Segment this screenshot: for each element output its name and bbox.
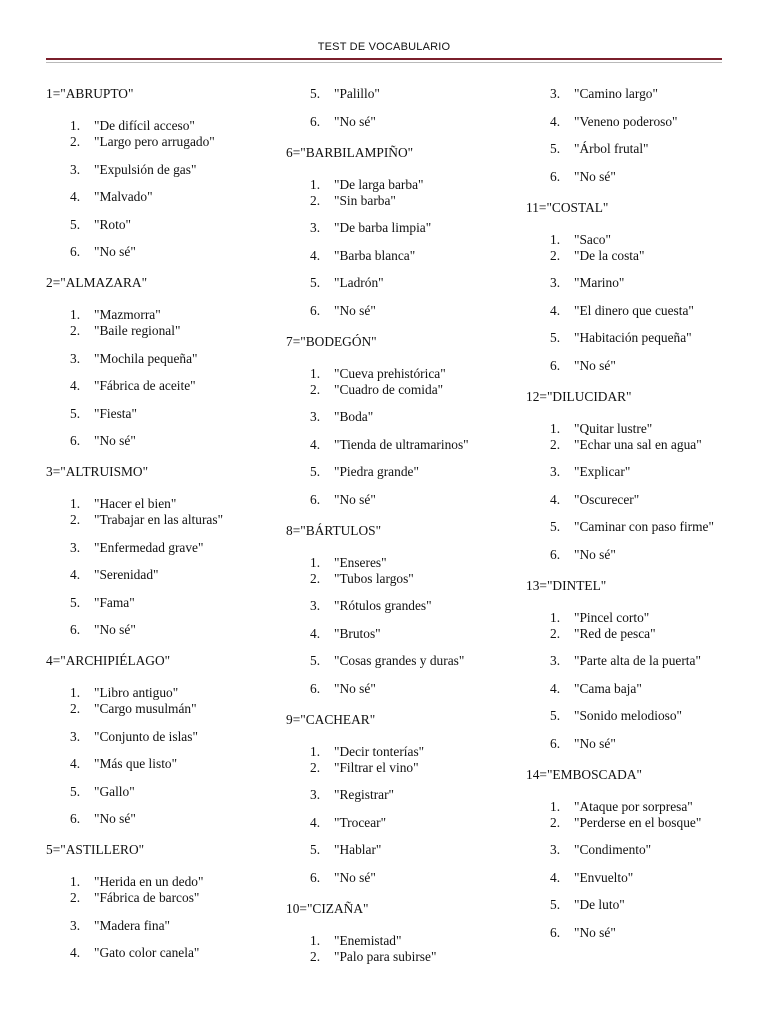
answer-option bbox=[550, 653, 762, 669]
option-number: 5. bbox=[70, 405, 81, 421]
answer-option bbox=[70, 433, 282, 449]
page-title: TEST DE VOCABULARIO bbox=[317, 41, 451, 53]
question-title: 8="BÁRTULOS" bbox=[286, 522, 382, 538]
answer-option bbox=[550, 925, 762, 941]
option-number: 1. bbox=[70, 307, 81, 322]
answer-option bbox=[310, 303, 522, 319]
answer-option bbox=[310, 492, 522, 508]
option-text: "Baile regional" bbox=[94, 323, 181, 338]
option-number: 3. bbox=[550, 842, 561, 857]
option-number: 4. bbox=[550, 302, 561, 318]
option-text: "Mochila pequeña" bbox=[94, 350, 198, 366]
answer-option bbox=[550, 870, 762, 886]
option-text: "Brutos" bbox=[334, 625, 381, 641]
option-text: "Madera fina" bbox=[94, 917, 170, 933]
option-text: "Echar una sal en agua" bbox=[574, 436, 702, 452]
option-text: "Cueva prehistórica" bbox=[334, 365, 446, 381]
header-rule-light bbox=[46, 62, 722, 63]
answer-option bbox=[550, 610, 762, 626]
question-columns bbox=[0, 86, 768, 1024]
option-text: "Quitar lustre" bbox=[574, 420, 653, 436]
option-number: 2. bbox=[310, 381, 321, 397]
option-text: "Perderse en el bosque" bbox=[574, 814, 702, 830]
option-number: 1. bbox=[70, 685, 81, 700]
option-text: "No sé" bbox=[94, 811, 136, 826]
option-number: 1. bbox=[550, 420, 561, 436]
option-text: "Gato color canela" bbox=[94, 945, 200, 960]
answer-option bbox=[550, 141, 762, 157]
option-number: 2. bbox=[70, 890, 81, 905]
answer-option bbox=[70, 784, 282, 800]
option-text: "Decir tonterías" bbox=[334, 743, 425, 759]
option-text: "No sé" bbox=[94, 244, 136, 259]
option-text: "Tubos largos" bbox=[334, 570, 414, 586]
option-text: "Piedra grande" bbox=[334, 464, 419, 479]
option-number: 4. bbox=[310, 625, 321, 641]
option-text: "Enemistad" bbox=[334, 932, 402, 948]
answer-option bbox=[310, 653, 522, 669]
option-text: "No sé" bbox=[574, 735, 616, 751]
option-number: 5. bbox=[550, 519, 561, 534]
question-title: 4="ARCHIPIÉLAGO" bbox=[46, 653, 171, 668]
option-text: "Tienda de ultramarinos" bbox=[334, 436, 469, 452]
answer-option bbox=[550, 114, 762, 130]
answer-option bbox=[70, 512, 282, 528]
option-number: 2. bbox=[70, 323, 81, 338]
option-number: 4. bbox=[550, 491, 561, 507]
answer-option bbox=[70, 134, 282, 150]
option-text: "De la costa" bbox=[574, 247, 645, 263]
option-text: "Roto" bbox=[94, 216, 131, 232]
answer-option bbox=[310, 949, 522, 965]
answer-option bbox=[70, 351, 282, 367]
answer-option bbox=[70, 118, 282, 134]
answer-option bbox=[310, 409, 522, 425]
column-2 bbox=[286, 86, 522, 980]
option-number: 2. bbox=[310, 192, 321, 208]
option-number: 6. bbox=[310, 680, 321, 696]
answer-option bbox=[310, 366, 522, 382]
column-1 bbox=[46, 86, 282, 976]
option-text: "No sé" bbox=[334, 869, 376, 885]
option-number: 1. bbox=[70, 118, 81, 133]
option-text: "Malvado" bbox=[94, 189, 153, 204]
option-text: "Más que listo" bbox=[94, 756, 178, 771]
option-number: 3. bbox=[70, 539, 81, 555]
option-number: 4. bbox=[70, 378, 81, 393]
option-text: "Cargo musulmán" bbox=[94, 701, 197, 716]
option-text: "Palo para subirse" bbox=[334, 948, 437, 964]
option-text: "Libro antiguo" bbox=[94, 685, 179, 700]
answer-option bbox=[310, 870, 522, 886]
option-text: "Habitación pequeña" bbox=[574, 330, 692, 345]
option-number: 5. bbox=[70, 783, 81, 799]
option-number: 6. bbox=[550, 357, 561, 373]
option-text: "Ataque por sorpresa" bbox=[574, 798, 693, 814]
answer-option bbox=[70, 622, 282, 638]
answer-option bbox=[310, 177, 522, 193]
option-number: 4. bbox=[310, 814, 321, 830]
header-rule-dark bbox=[46, 58, 722, 60]
option-number: 6. bbox=[70, 244, 81, 259]
option-number: 5. bbox=[550, 708, 561, 723]
question-title: 6="BARBILAMPIÑO" bbox=[286, 144, 414, 160]
answer-option bbox=[310, 626, 522, 642]
answer-option bbox=[70, 189, 282, 205]
column-3 bbox=[526, 86, 762, 956]
option-text: "Marino" bbox=[574, 275, 625, 290]
answer-option bbox=[70, 323, 282, 339]
option-text: "No sé" bbox=[334, 680, 376, 696]
option-number: 6. bbox=[70, 433, 81, 448]
answer-option bbox=[310, 86, 522, 102]
option-text: "Ladrón" bbox=[334, 275, 384, 290]
option-text: "Envuelto" bbox=[574, 869, 634, 885]
answer-option bbox=[70, 406, 282, 422]
answer-option bbox=[550, 358, 762, 374]
option-text: "No sé" bbox=[334, 113, 376, 129]
option-number: 2. bbox=[310, 948, 321, 964]
option-number: 3. bbox=[550, 86, 561, 101]
question-title: 1="ABRUPTO" bbox=[46, 86, 134, 101]
option-number: 4. bbox=[310, 436, 321, 452]
answer-option bbox=[70, 595, 282, 611]
answer-option bbox=[310, 275, 522, 291]
option-number: 6. bbox=[310, 302, 321, 318]
option-number: 3. bbox=[310, 220, 321, 235]
option-text: "Condimento" bbox=[574, 842, 652, 857]
answer-option bbox=[550, 547, 762, 563]
option-number: 6. bbox=[550, 924, 561, 940]
option-text: "Hacer el bien" bbox=[94, 496, 177, 511]
answer-option bbox=[550, 303, 762, 319]
answer-option bbox=[70, 540, 282, 556]
option-text: "Fama" bbox=[94, 594, 135, 610]
option-number: 1. bbox=[310, 932, 321, 948]
answer-option bbox=[310, 248, 522, 264]
option-text: "Oscurecer" bbox=[574, 491, 640, 507]
option-number: 3. bbox=[70, 161, 81, 177]
option-number: 4. bbox=[70, 189, 81, 204]
answer-option bbox=[70, 496, 282, 512]
option-text: "Parte alta de la puerta" bbox=[574, 653, 701, 668]
option-text: "Pincel corto" bbox=[574, 609, 650, 625]
option-text: "Caminar con paso firme" bbox=[574, 519, 714, 534]
option-number: 4. bbox=[70, 567, 81, 582]
answer-option bbox=[310, 464, 522, 480]
option-number: 4. bbox=[310, 247, 321, 263]
option-text: "Cosas grandes y duras" bbox=[334, 653, 465, 668]
option-number: 6. bbox=[70, 811, 81, 826]
option-number: 5. bbox=[70, 216, 81, 232]
answer-option bbox=[70, 756, 282, 772]
answer-option bbox=[70, 162, 282, 178]
option-number: 2. bbox=[550, 247, 561, 263]
answer-option bbox=[70, 685, 282, 701]
option-text: "Enfermedad grave" bbox=[94, 539, 204, 555]
option-number: 1. bbox=[310, 743, 321, 759]
option-text: "Mazmorra" bbox=[94, 307, 161, 322]
option-text: "Cama baja" bbox=[574, 680, 642, 696]
option-number: 4. bbox=[70, 945, 81, 960]
option-number: 6. bbox=[550, 168, 561, 184]
option-number: 2. bbox=[70, 701, 81, 716]
option-text: "No sé" bbox=[334, 491, 376, 507]
answer-option bbox=[550, 842, 762, 858]
answer-option bbox=[550, 708, 762, 724]
option-number: 5. bbox=[70, 594, 81, 610]
option-number: 4. bbox=[70, 756, 81, 771]
answer-option bbox=[550, 519, 762, 535]
option-text: "Camino largo" bbox=[574, 86, 658, 101]
answer-option bbox=[70, 701, 282, 717]
answer-option bbox=[70, 874, 282, 890]
option-text: "Árbol frutal" bbox=[574, 141, 649, 156]
answer-option bbox=[310, 787, 522, 803]
option-number: 4. bbox=[550, 113, 561, 129]
option-number: 5. bbox=[550, 141, 561, 156]
option-text: "Rótulos grandes" bbox=[334, 598, 432, 613]
answer-option bbox=[550, 248, 762, 264]
option-number: 3. bbox=[70, 728, 81, 744]
option-number: 3. bbox=[550, 653, 561, 668]
option-number: 1. bbox=[550, 609, 561, 625]
option-text: "Saco" bbox=[574, 231, 611, 247]
option-text: "Herida en un dedo" bbox=[94, 874, 204, 889]
option-number: 4. bbox=[550, 680, 561, 696]
option-number: 1. bbox=[550, 798, 561, 814]
answer-option bbox=[550, 232, 762, 248]
question-title: 13="DINTEL" bbox=[526, 577, 607, 593]
option-number: 3. bbox=[310, 787, 321, 802]
option-text: "No sé" bbox=[94, 622, 136, 637]
option-number: 2. bbox=[310, 570, 321, 586]
option-number: 6. bbox=[310, 491, 321, 507]
option-text: "Hablar" bbox=[334, 842, 382, 857]
answer-option bbox=[310, 571, 522, 587]
option-text: "Fiesta" bbox=[94, 405, 137, 421]
answer-option bbox=[310, 193, 522, 209]
answer-option bbox=[310, 815, 522, 831]
option-number: 3. bbox=[70, 917, 81, 933]
option-text: "No sé" bbox=[574, 546, 616, 562]
answer-option bbox=[310, 842, 522, 858]
answer-option bbox=[550, 736, 762, 752]
option-text: "Cuadro de comida" bbox=[334, 381, 444, 397]
option-number: 2. bbox=[550, 814, 561, 830]
option-text: "Red de pesca" bbox=[574, 625, 656, 641]
option-number: 5. bbox=[310, 86, 321, 101]
option-number: 3. bbox=[70, 350, 81, 366]
option-number: 1. bbox=[310, 554, 321, 570]
option-text: "Fábrica de aceite" bbox=[94, 378, 196, 393]
option-number: 3. bbox=[310, 409, 321, 424]
answer-option bbox=[550, 799, 762, 815]
answer-option bbox=[310, 555, 522, 571]
answer-option bbox=[70, 378, 282, 394]
answer-option bbox=[550, 421, 762, 437]
question-title: 11="COSTAL" bbox=[526, 199, 609, 215]
option-number: 2. bbox=[550, 625, 561, 641]
option-text: "No sé" bbox=[334, 302, 376, 318]
option-text: "No sé" bbox=[574, 168, 616, 184]
answer-option bbox=[550, 86, 762, 102]
option-number: 1. bbox=[310, 365, 321, 381]
question-title: 2="ALMAZARA" bbox=[46, 275, 148, 290]
option-text: "Trocear" bbox=[334, 814, 387, 830]
option-text: "De luto" bbox=[574, 897, 625, 912]
option-text: "De larga barba" bbox=[334, 176, 424, 192]
answer-option bbox=[550, 492, 762, 508]
answer-option bbox=[310, 382, 522, 398]
option-number: 3. bbox=[550, 275, 561, 290]
option-text: "Enseres" bbox=[334, 554, 387, 570]
answer-option bbox=[550, 437, 762, 453]
option-text: "Conjunto de islas" bbox=[94, 728, 198, 744]
option-number: 2. bbox=[70, 512, 81, 527]
option-text: "Fábrica de barcos" bbox=[94, 890, 200, 905]
option-text: "Filtrar el vino" bbox=[334, 759, 419, 775]
option-text: "Barba blanca" bbox=[334, 247, 416, 263]
option-text: "Trabajar en las alturas" bbox=[94, 512, 224, 527]
option-number: 2. bbox=[550, 436, 561, 452]
question-title: 7="BODEGÓN" bbox=[286, 333, 377, 349]
answer-option bbox=[550, 330, 762, 346]
option-number: 5. bbox=[310, 842, 321, 857]
answer-option bbox=[70, 729, 282, 745]
answer-option bbox=[70, 244, 282, 260]
option-number: 5. bbox=[310, 275, 321, 290]
answer-option bbox=[310, 220, 522, 236]
question-title: 9="CACHEAR" bbox=[286, 711, 376, 727]
answer-option bbox=[550, 897, 762, 913]
option-number: 3. bbox=[550, 464, 561, 479]
answer-option bbox=[70, 217, 282, 233]
answer-option bbox=[310, 760, 522, 776]
option-text: "Veneno poderoso" bbox=[574, 113, 678, 129]
option-text: "Boda" bbox=[334, 409, 374, 424]
answer-option bbox=[310, 437, 522, 453]
option-text: "No sé" bbox=[574, 924, 616, 940]
option-number: 2. bbox=[70, 134, 81, 149]
option-number: 1. bbox=[310, 176, 321, 192]
option-number: 4. bbox=[550, 869, 561, 885]
option-text: "No sé" bbox=[574, 357, 616, 373]
answer-option bbox=[70, 567, 282, 583]
answer-option bbox=[70, 945, 282, 961]
answer-option bbox=[550, 464, 762, 480]
answer-option bbox=[70, 811, 282, 827]
option-text: "Explicar" bbox=[574, 464, 631, 479]
option-text: "De barba limpia" bbox=[334, 220, 432, 235]
option-number: 6. bbox=[310, 113, 321, 129]
option-number: 6. bbox=[310, 869, 321, 885]
answer-option bbox=[550, 626, 762, 642]
option-text: "Largo pero arrugado" bbox=[94, 134, 215, 149]
option-number: 5. bbox=[550, 330, 561, 345]
option-number: 5. bbox=[550, 897, 561, 912]
answer-option bbox=[310, 744, 522, 760]
option-text: "Serenidad" bbox=[94, 567, 159, 582]
option-number: 5. bbox=[310, 464, 321, 479]
option-number: 1. bbox=[550, 231, 561, 247]
answer-option bbox=[70, 890, 282, 906]
answer-option bbox=[70, 307, 282, 323]
answer-option bbox=[70, 918, 282, 934]
option-text: "Expulsión de gas" bbox=[94, 161, 197, 177]
option-number: 6. bbox=[550, 735, 561, 751]
option-number: 1. bbox=[70, 496, 81, 511]
option-number: 3. bbox=[310, 598, 321, 613]
option-number: 5. bbox=[310, 653, 321, 668]
option-number: 6. bbox=[70, 622, 81, 637]
answer-option bbox=[310, 598, 522, 614]
option-number: 6. bbox=[550, 546, 561, 562]
option-number: 1. bbox=[70, 874, 81, 889]
answer-option bbox=[550, 815, 762, 831]
question-title: 14="EMBOSCADA" bbox=[526, 766, 642, 782]
option-text: "Registrar" bbox=[334, 787, 395, 802]
option-text: "Gallo" bbox=[94, 783, 135, 799]
answer-option bbox=[310, 933, 522, 949]
option-text: "No sé" bbox=[94, 433, 136, 448]
answer-option bbox=[550, 275, 762, 291]
answer-option bbox=[550, 681, 762, 697]
question-title: 5="ASTILLERO" bbox=[46, 842, 145, 857]
question-title: 10="CIZAÑA" bbox=[286, 900, 369, 916]
option-text: "De difícil acceso" bbox=[94, 118, 195, 133]
option-text: "Sonido melodioso" bbox=[574, 708, 683, 723]
answer-option bbox=[550, 169, 762, 185]
option-text: "Sin barba" bbox=[334, 192, 396, 208]
question-title: 3="ALTRUISMO" bbox=[46, 464, 149, 479]
option-number: 2. bbox=[310, 759, 321, 775]
answer-option bbox=[310, 114, 522, 130]
option-text: "Palillo" bbox=[334, 86, 380, 101]
option-text: "El dinero que cuesta" bbox=[574, 302, 694, 318]
answer-option bbox=[310, 681, 522, 697]
question-title: 12="DILUCIDAR" bbox=[526, 388, 632, 404]
